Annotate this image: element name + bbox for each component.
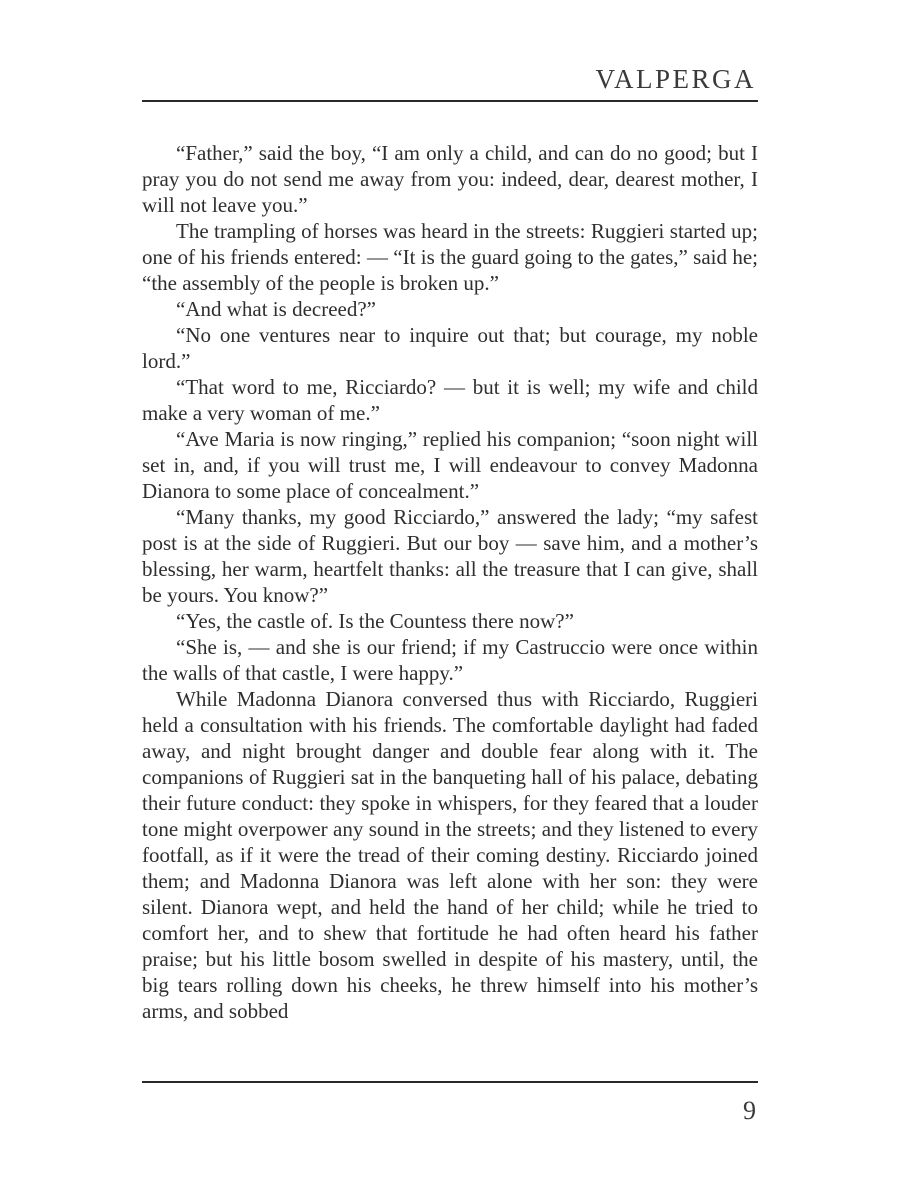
paragraph: “Father,” said the boy, “I am only a child, and can do no good; but I pray you do not send me away from you: indeed, dear, dearest mother, I will not leave you.” [142, 141, 758, 217]
paragraph: “She is, — and she is our friend; if my Castruccio were once within the walls of that castle, I were happy.” [142, 635, 758, 685]
footer-rule [142, 1081, 758, 1083]
paragraph: “That word to me, Ricciardo? — but it is well; my wife and child make a very woman of me.” [142, 375, 758, 425]
paragraph: “Many thanks, my good Ricciardo,” answered the lady; “my safest post is at the side of Ruggieri. But our boy — save him, and a mother’s blessing, her warm, heartfelt thanks: all the treasure that I can give, shall be yours. You know?” [142, 505, 758, 607]
paragraph: “No one ventures near to inquire out that; but courage, my noble lord.” [142, 323, 758, 373]
paragraph: While Madonna Dianora conversed thus with Ricciardo, Ruggieri held a consultation with his friends. The comfortable daylight had faded away, and night brought danger and double fear along with it. The companions of Ruggieri sat in the banqueting hall of his palace, debating their future conduct: they spoke in whispers, for they feared that a louder tone might overpower any sound in the streets; and they listened to every footfall, as if it were the tread of their coming destiny. Ricciardo joined them; and Madonna Dianora was left alone with her son: they were silent. Dianora wept, and held the hand of her child; while he tried to comfort her, and to shew that fortitude he had often heard his father praise; but his little bosom swelled in despite of his mastery, until, the big tears rolling down his cheeks, he threw himself into his mother’s arms, and sobbed [142, 687, 758, 1023]
paragraph: The trampling of horses was heard in the streets: Ruggieri started up; one of his friends entered: — “It is the guard going to the gates,” said he; “the assembly of the people is broken up.” [142, 219, 758, 295]
header-rule [142, 100, 758, 102]
paragraph: “And what is decreed?” [176, 297, 376, 321]
paragraph: “Yes, the castle of. Is the Countess there now?” [176, 609, 574, 633]
page-number: 9 [743, 1096, 756, 1125]
paragraph: “Ave Maria is now ringing,” replied his companion; “soon night will set in, and, if you will trust me, I will endeavour to convey Madonna Dianora to some place of concealment.” [142, 427, 758, 503]
page-body [142, 140, 758, 1024]
running-head-title: VALPERGA [595, 64, 756, 94]
